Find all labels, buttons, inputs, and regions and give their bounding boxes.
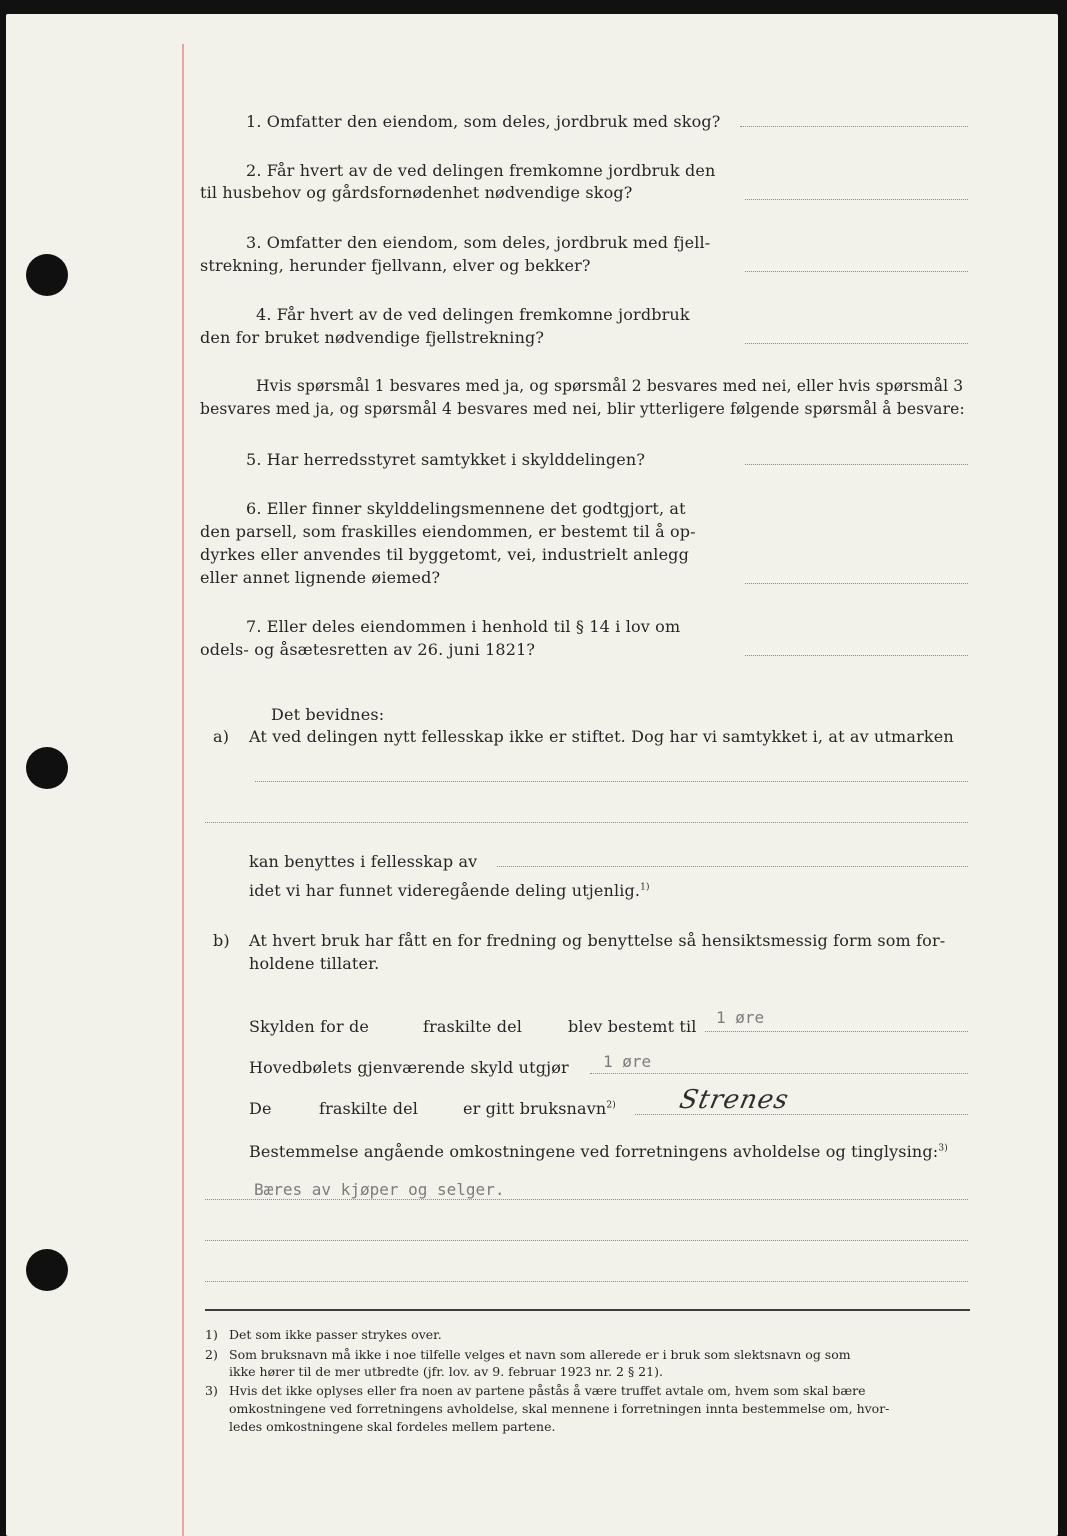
footnote-1-mark: 1)	[205, 1327, 218, 1342]
item-b-marker: b)	[213, 931, 230, 950]
punch-hole	[26, 254, 68, 296]
footnote-2-line-2: ikke hører til de mer utbredte (jfr. lov. av 9. februar 1923 nr. 2 § 21).	[229, 1364, 663, 1379]
footnote-1-line-1: Det som ikke passer strykes over.	[229, 1327, 442, 1342]
question-5: 5. Har herredsstyret samtykket i skylddelingen?	[246, 450, 646, 469]
bruksnavn-label-3: er gitt bruksnavn$^{2)}$	[463, 1099, 616, 1118]
item-b-line-1: At hvert bruk har fått en for fredning og benyttelse så hensiktsmessig form som for-	[249, 931, 946, 950]
omkostninger-line-2[interactable]	[205, 1240, 968, 1241]
question-6-line-2: den parsell, som fraskilles eiendommen, er bestemt til å op-	[200, 522, 696, 541]
footnote-separator	[205, 1309, 970, 1311]
skyld-label-2: fraskilte del	[423, 1017, 523, 1036]
utmark-line-1[interactable]	[255, 781, 968, 782]
skyld-label-1: Skylden for de	[249, 1017, 370, 1036]
conditional-instruction-line-1: Hvis spørsmål 1 besvares med ja, og spørsmål 2 besvares med nei, eller hvis spørsmål 3	[256, 377, 964, 395]
hovedbol-value: 1 øre	[603, 1052, 652, 1071]
bruksnavn-label-2: fraskilte del	[319, 1099, 419, 1118]
answer-line-5[interactable]	[745, 464, 968, 465]
question-7-line-1: 7. Eller deles eiendommen i henhold til § 14 i lov om	[246, 617, 681, 636]
question-2-line-2: til husbehov og gårdsfornødenhet nødvendige skog?	[200, 183, 633, 202]
red-margin-line	[182, 44, 184, 1536]
footnote-3-line-3: ledes omkostningene skal fordeles mellem partene.	[229, 1419, 556, 1434]
bruksnavn-line[interactable]	[635, 1114, 968, 1115]
utmark-line-2[interactable]	[205, 822, 968, 823]
question-1: 1. Omfatter den eiendom, som deles, jordbruk med skog?	[246, 112, 721, 131]
punch-hole	[26, 747, 68, 789]
question-6-line-4: eller annet lignende øiemed?	[200, 568, 441, 587]
bevidnes-heading: Det bevidnes:	[271, 705, 385, 724]
fellesskap-line[interactable]	[497, 866, 968, 867]
item-a-text: At ved delingen nytt fellesskap ikke er stiftet. Dog har vi samtykket i, at av utmarken	[249, 727, 954, 746]
footnote-3-line-2: omkostningene ved forretningens avholdelse, skal mennene i forretningen innta bestemmelse om, hvor-	[229, 1401, 890, 1416]
benyttes-text: kan benyttes i fellesskap av	[249, 852, 478, 871]
question-6-line-3: dyrkes eller anvendes til byggetomt, vei, industrielt anlegg	[200, 545, 689, 564]
hovedbol-label: Hovedbølets gjenværende skyld utgjør	[249, 1058, 569, 1077]
skyld-value-line[interactable]	[705, 1031, 968, 1032]
omkostninger-line-3[interactable]	[205, 1281, 968, 1282]
omkostninger-label: Bestemmelse angående omkostningene ved forretningens avholdelse og tinglysing:$^{3)}$	[249, 1142, 948, 1161]
item-b-line-2: holdene tillater.	[249, 954, 380, 973]
answer-line-3[interactable]	[745, 271, 968, 272]
question-4-line-2: den for bruket nødvendige fjellstrekning?	[200, 328, 545, 347]
footnote-3-mark: 3)	[205, 1383, 218, 1398]
omkostninger-value: Bæres av kjøper og selger.	[254, 1180, 505, 1199]
punch-hole	[26, 1249, 68, 1291]
footnote-2-line-1: Som bruksnavn må ikke i noe tilfelle velges et navn som allerede er i bruk som slektsnavn og som	[229, 1347, 851, 1362]
question-4-line-1: 4. Får hvert av de ved delingen fremkomne jordbruk	[256, 305, 690, 324]
idet-text: idet vi har funnet videregående deling utjenlig.$^{1)}$	[249, 881, 650, 900]
answer-line-1[interactable]	[740, 126, 968, 127]
item-a-marker: a)	[213, 727, 230, 746]
conditional-instruction-line-2: besvares med ja, og spørsmål 4 besvares med nei, blir ytterligere følgende spørsmål å besvare:	[200, 400, 965, 418]
skyld-value: 1 øre	[716, 1008, 765, 1027]
question-7-line-2: odels- og åsætesretten av 26. juni 1821?	[200, 640, 536, 659]
footnote-2-mark: 2)	[205, 1347, 218, 1362]
answer-line-2[interactable]	[745, 199, 968, 200]
question-2-line-1: 2. Får hvert av de ved delingen fremkomne jordbruk den	[246, 161, 716, 180]
hovedbol-value-line[interactable]	[590, 1073, 968, 1074]
answer-line-7[interactable]	[745, 655, 968, 656]
question-3-line-2: strekning, herunder fjellvann, elver og bekker?	[200, 256, 591, 275]
question-3-line-1: 3. Omfatter den eiendom, som deles, jordbruk med fjell-	[246, 233, 711, 252]
answer-line-4[interactable]	[745, 343, 968, 344]
bruksnavn-handwritten-value: Strenes	[676, 1085, 792, 1115]
skyld-label-3: blev bestemt til	[568, 1017, 697, 1036]
question-6-line-1: 6. Eller finner skylddelingsmennene det godtgjort, at	[246, 499, 686, 518]
answer-line-6[interactable]	[745, 583, 968, 584]
footnote-3-line-1: Hvis det ikke oplyses eller fra noen av partene påstås å være truffet avtale om, hvem som skal bære	[229, 1383, 866, 1398]
bruksnavn-label-1: De	[249, 1099, 272, 1118]
omkostninger-line-1[interactable]	[205, 1199, 968, 1200]
